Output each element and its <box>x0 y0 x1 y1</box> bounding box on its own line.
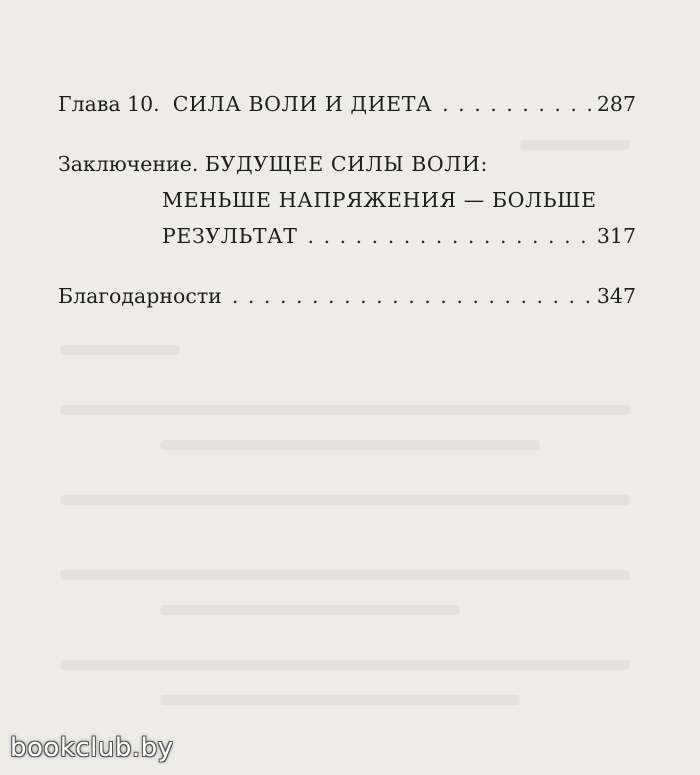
toc-entry-chapter-10 <box>58 86 636 122</box>
dot-leader <box>232 278 591 314</box>
bleed-through-mark <box>60 660 630 670</box>
spacer <box>58 254 636 278</box>
bleed-through-mark <box>60 345 180 355</box>
bleed-through-mark <box>60 570 630 580</box>
dot-leader <box>442 86 591 122</box>
bleed-through-mark <box>60 495 630 505</box>
toc-entry-conclusion <box>58 146 636 182</box>
acknowledgements-label: Благодарности <box>58 284 222 308</box>
page-number: 317 <box>596 224 636 248</box>
toc-entry-label <box>58 146 488 182</box>
watermark: bookclub.by <box>10 733 174 763</box>
chapter-title: СИЛА ВОЛИ И ДИЕТА <box>172 92 433 116</box>
toc-entry-conclusion-last-line <box>58 218 636 254</box>
dot-leader <box>308 218 591 254</box>
spacer <box>58 122 636 146</box>
bleed-through-mark <box>160 440 540 450</box>
bleed-through-mark <box>160 695 520 705</box>
toc-entry-acknowledgements <box>58 278 636 314</box>
table-of-contents <box>58 86 636 314</box>
toc-entry-conclusion-continued <box>58 182 636 218</box>
chapter-number: Глава 10. <box>58 92 160 116</box>
page-number: 287 <box>596 92 636 116</box>
conclusion-title-line-3: РЕЗУЛЬТАТ <box>162 224 298 248</box>
conclusion-title-line-1: БУДУЩЕЕ СИЛЫ ВОЛИ: <box>204 152 488 176</box>
conclusion-label: Заключение. <box>58 152 199 176</box>
bleed-through-mark <box>60 405 630 415</box>
page-number: 347 <box>596 284 636 308</box>
toc-entry-label <box>58 86 432 122</box>
bleed-through-mark <box>160 605 460 615</box>
conclusion-title-line-2: МЕНЬШЕ НАПРЯЖЕНИЯ — БОЛЬШЕ <box>162 188 597 212</box>
